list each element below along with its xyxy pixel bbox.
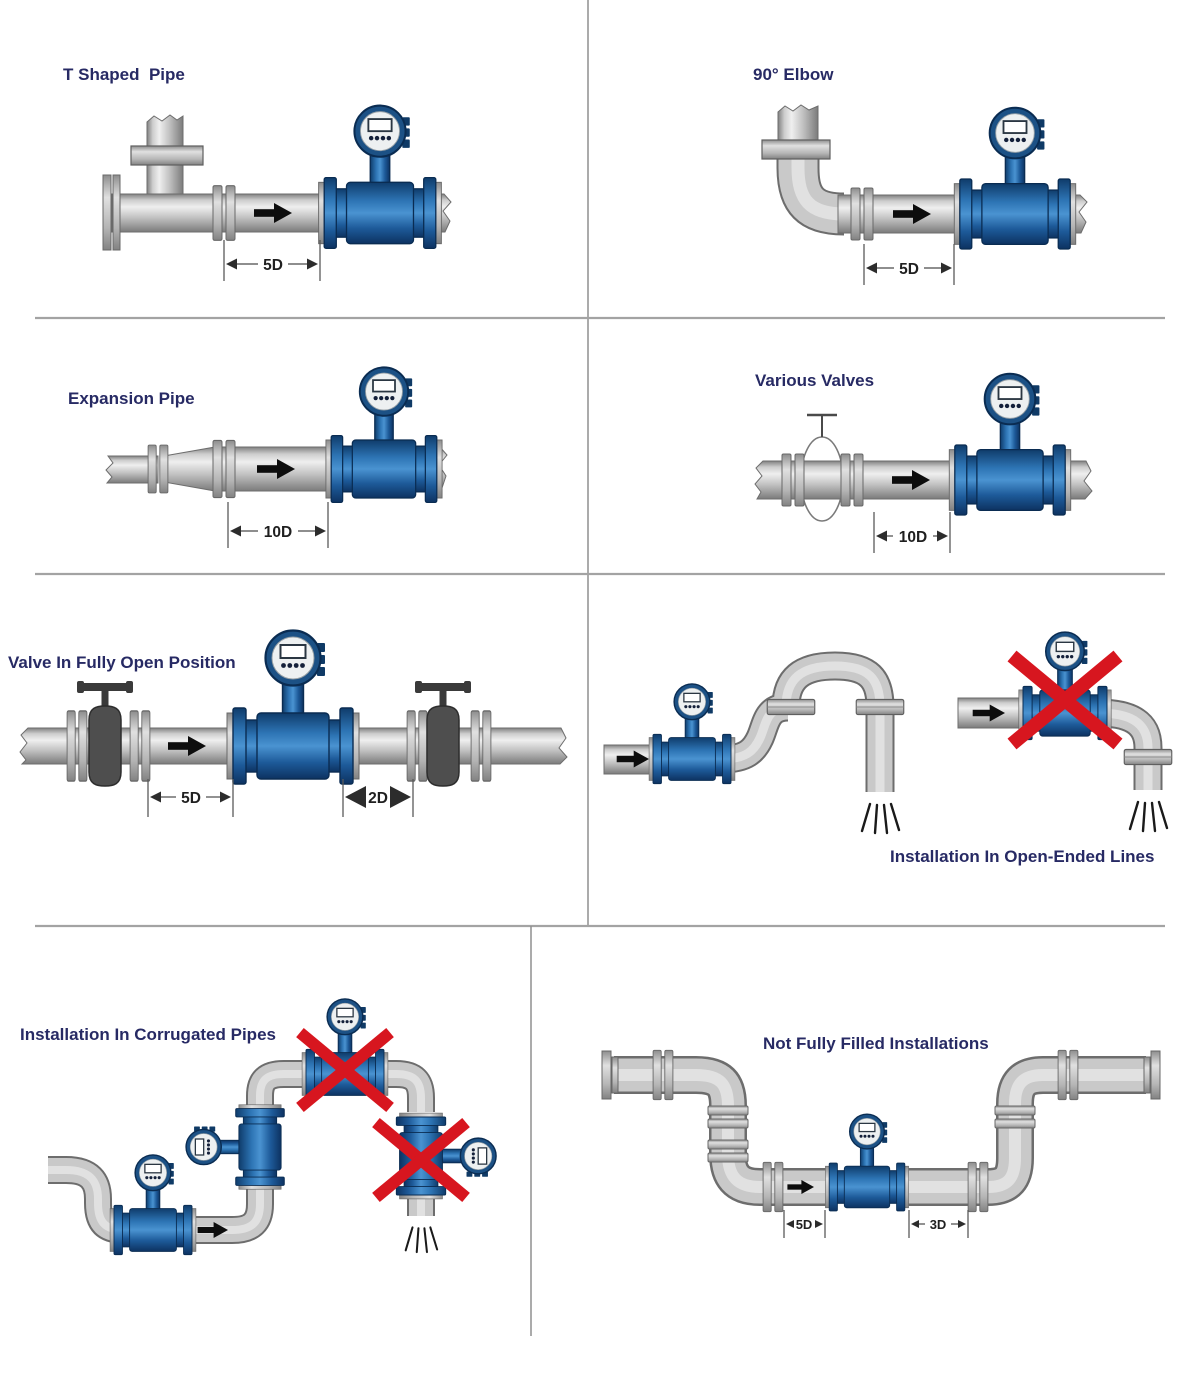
tee-branch-collar: [131, 146, 203, 165]
panel-title: Installation In Open-Ended Lines: [890, 847, 1155, 866]
dimension-label: 5D: [899, 261, 919, 278]
open-ended-incorrect: [958, 632, 1172, 831]
dimension-3d-downstream: [909, 1210, 968, 1238]
dimension-5d: [864, 244, 954, 285]
end-flange: [612, 1057, 618, 1093]
panel-title: Valve In Fully Open Position: [8, 653, 236, 672]
pipe-union: [1124, 749, 1172, 764]
dimension-2d-downstream: [343, 779, 413, 817]
panel-corrugated-pipes: [20, 999, 496, 1255]
panel-title: Installation In Corrugated Pipes: [20, 1025, 276, 1044]
dimension-5d-upstream: [148, 779, 233, 817]
dimension-label: 2D: [368, 790, 388, 807]
dimension-5d: [224, 240, 320, 281]
panel-90-elbow: [753, 65, 1087, 285]
dimension-label: 3D: [929, 1217, 947, 1232]
panel-title: Various Valves: [755, 371, 875, 390]
flow-meter-icon: [954, 108, 1075, 249]
panel-not-fully-filled: [602, 1034, 1160, 1238]
panel-expansion-pipe: [68, 367, 447, 548]
open-ended-correct: [604, 666, 904, 833]
panel-valve-fully-open: [8, 631, 567, 818]
flow-meter-icon: [319, 106, 442, 249]
panel-t-shaped-pipe: [63, 65, 451, 281]
expansion-cone: [164, 447, 215, 491]
flow-meter-icon: [825, 1114, 908, 1211]
end-flange: [113, 175, 120, 250]
dimension-5d-upstream: [784, 1210, 825, 1238]
riser-collar: [762, 140, 830, 159]
open-end-spray-icon: [406, 1227, 437, 1252]
pipe-union: [856, 699, 904, 714]
end-flange: [1144, 1057, 1150, 1093]
flow-meter-icon: [326, 367, 442, 502]
dimension-10d: [874, 512, 950, 553]
flow-meter-vertical-icon: [186, 1105, 284, 1189]
dimension-label: 10D: [263, 524, 293, 541]
dimension-label: 5D: [181, 790, 201, 807]
panel-title: Not Fully Filled Installations: [763, 1034, 989, 1053]
open-end-spray-icon: [862, 804, 899, 833]
flow-meter-icon: [227, 631, 359, 785]
pipe-union: [767, 699, 815, 714]
dimension-label: 10D: [898, 529, 928, 546]
flow-meter-icon: [949, 374, 1070, 515]
panel-title: T Shaped Pipe: [63, 65, 185, 84]
dimension-label: 5D: [795, 1217, 813, 1232]
dimension-label: 5D: [263, 257, 283, 274]
open-end-spray-icon: [1130, 802, 1167, 831]
end-flange: [103, 175, 111, 250]
end-flange: [602, 1051, 611, 1099]
dimension-10d: [228, 502, 328, 548]
flow-meter-icon: [649, 684, 735, 784]
end-flange: [1151, 1051, 1160, 1099]
flow-meter-icon: [110, 1155, 196, 1255]
panel-title: 90° Elbow: [753, 65, 834, 84]
panel-title: Expansion Pipe: [68, 389, 195, 408]
panel-various-valves: [755, 371, 1092, 553]
panel-open-ended-lines: [604, 632, 1172, 866]
